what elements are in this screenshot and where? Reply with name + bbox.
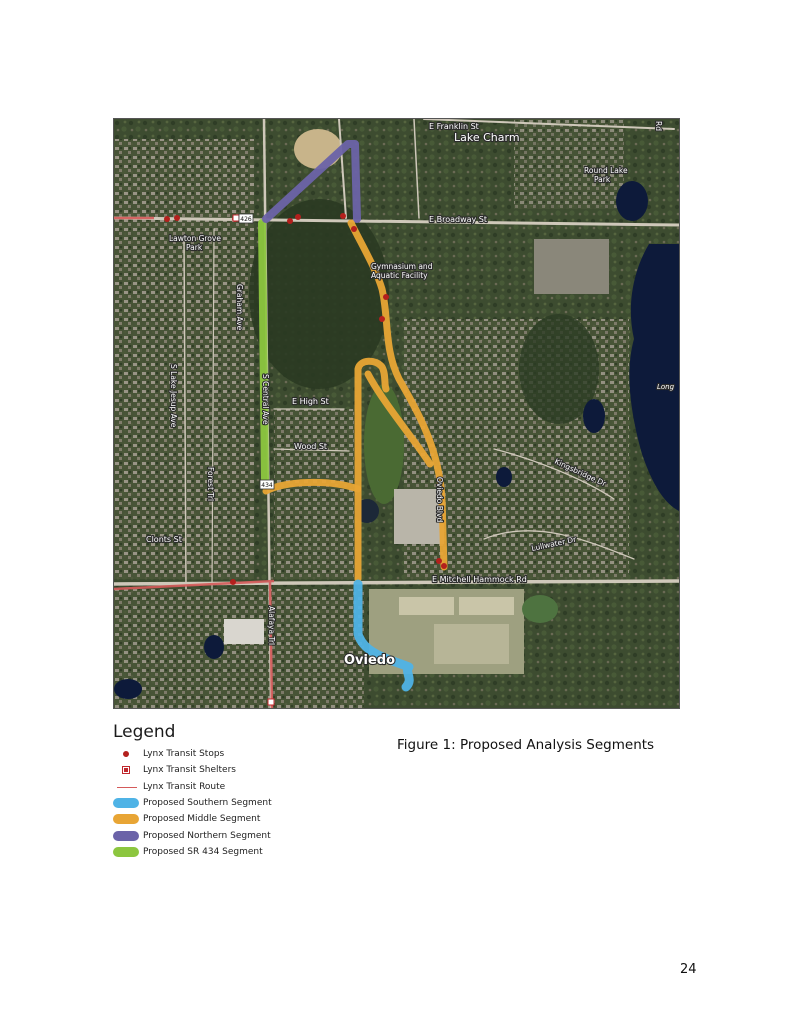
map-legend bbox=[113, 722, 383, 860]
legend-label: Lynx Transit Shelters bbox=[143, 765, 236, 776]
label-e-broadway-st: E Broadway St bbox=[429, 215, 488, 224]
legend-item-transit-route bbox=[113, 779, 383, 795]
transit-stop bbox=[230, 579, 236, 585]
label-rd-edge: Rd bbox=[654, 121, 663, 131]
label-graham-ave: Graham Ave bbox=[235, 284, 244, 331]
athletic-fields bbox=[459, 597, 514, 615]
page-number: 24 bbox=[680, 962, 697, 977]
figure-caption: Figure 1: Proposed Analysis Segments bbox=[397, 737, 655, 753]
transit-shelter bbox=[233, 215, 239, 221]
label-aquatic-facility: Aquatic Facility bbox=[371, 271, 428, 280]
svg-text:426: 426 bbox=[240, 216, 252, 223]
sr434-segment-swatch-icon bbox=[113, 846, 141, 858]
label-round-lake: Round Lake bbox=[584, 166, 628, 175]
route-shield-426 bbox=[239, 214, 253, 223]
label-lake-charm: Lake Charm bbox=[454, 131, 520, 144]
legend-item-sr434-segment bbox=[113, 844, 383, 860]
label-oviedo: Oviedo bbox=[344, 653, 396, 668]
transit-stop bbox=[295, 214, 301, 220]
legend-label: Proposed Southern Segment bbox=[143, 798, 272, 809]
pond bbox=[114, 679, 142, 699]
athletic-fields bbox=[434, 624, 509, 664]
legend-label: Proposed Middle Segment bbox=[143, 814, 261, 825]
transit-stop bbox=[441, 563, 447, 569]
developed-area bbox=[514, 119, 624, 209]
transit-stop bbox=[351, 226, 357, 232]
label-e-mitchell-hammock-rd: E Mitchell Hammock Rd bbox=[432, 575, 527, 584]
legend-item-middle-segment bbox=[113, 811, 383, 827]
legend-item-transit-stops bbox=[113, 746, 383, 762]
label-lawton-grove-park: Park bbox=[186, 243, 203, 252]
label-wood-st: Wood St bbox=[294, 442, 328, 451]
label-s-lake-jesup-ave: S Lake Jesup Ave bbox=[169, 364, 178, 428]
legend-item-southern-segment bbox=[113, 795, 383, 811]
transit-stop bbox=[287, 218, 293, 224]
label-long: Long bbox=[657, 383, 675, 391]
legend-label: Lynx Transit Route bbox=[143, 781, 226, 792]
label-e-high-st: E High St bbox=[292, 397, 329, 406]
transit-stop bbox=[383, 294, 389, 300]
transit-stop bbox=[174, 215, 180, 221]
label-forest-trl: Forest Trl bbox=[206, 467, 215, 502]
northern-segment-swatch-icon bbox=[113, 830, 141, 842]
legend-item-northern-segment bbox=[113, 827, 383, 843]
transit-stop bbox=[164, 216, 170, 222]
label-gymnasium: Gymnasium and bbox=[371, 262, 433, 271]
label-e-franklin-st: E Franklin St bbox=[429, 122, 479, 131]
aerial-map bbox=[113, 118, 680, 709]
pond bbox=[204, 635, 224, 659]
athletic-fields bbox=[399, 597, 454, 615]
round-lake bbox=[616, 181, 648, 221]
pond bbox=[583, 399, 605, 433]
label-clonts-st: Clonts St bbox=[146, 535, 182, 544]
developed-area bbox=[114, 589, 364, 708]
developed-area bbox=[274, 409, 354, 579]
label-round-lake-park: Park bbox=[594, 175, 611, 184]
label-oviedo-blvd: Oviedo Blvd bbox=[435, 477, 444, 523]
ballfield bbox=[294, 129, 342, 169]
route-shield-434 bbox=[260, 480, 274, 489]
label-alafaya-trl: Alafaya Trl bbox=[267, 606, 276, 646]
transit-shelter bbox=[268, 699, 274, 705]
legend-title: Legend bbox=[113, 722, 176, 742]
legend-label: Proposed Northern Segment bbox=[143, 830, 271, 841]
southern-segment-swatch-icon bbox=[113, 797, 141, 809]
svg-text:434: 434 bbox=[261, 482, 273, 489]
transit-stop bbox=[379, 316, 385, 322]
label-lawton-grove: Lawton Grove bbox=[169, 234, 221, 243]
legend-item-transit-shelters bbox=[113, 762, 383, 778]
label-lullwater-dr: Lullwater Dr bbox=[530, 534, 578, 553]
transit-route-icon bbox=[113, 781, 141, 793]
pond bbox=[496, 467, 512, 487]
parking-lot bbox=[534, 239, 609, 294]
label-s-central-ave: S Central Ave bbox=[261, 374, 270, 425]
parking-lot bbox=[224, 619, 264, 644]
legend-label: Lynx Transit Stops bbox=[143, 749, 225, 760]
transit-shelter-icon bbox=[113, 764, 141, 776]
middle-segment-swatch-icon bbox=[113, 813, 141, 825]
transit-stop bbox=[340, 213, 346, 219]
label-kingsbridge-dr: Kingsbridge Dr bbox=[553, 456, 608, 489]
proposed-sr434-segment bbox=[262, 223, 265, 479]
legend-label: Proposed SR 434 Segment bbox=[143, 846, 263, 857]
transit-stop bbox=[436, 558, 442, 564]
pond bbox=[522, 595, 558, 623]
transit-stop-icon bbox=[113, 748, 141, 760]
